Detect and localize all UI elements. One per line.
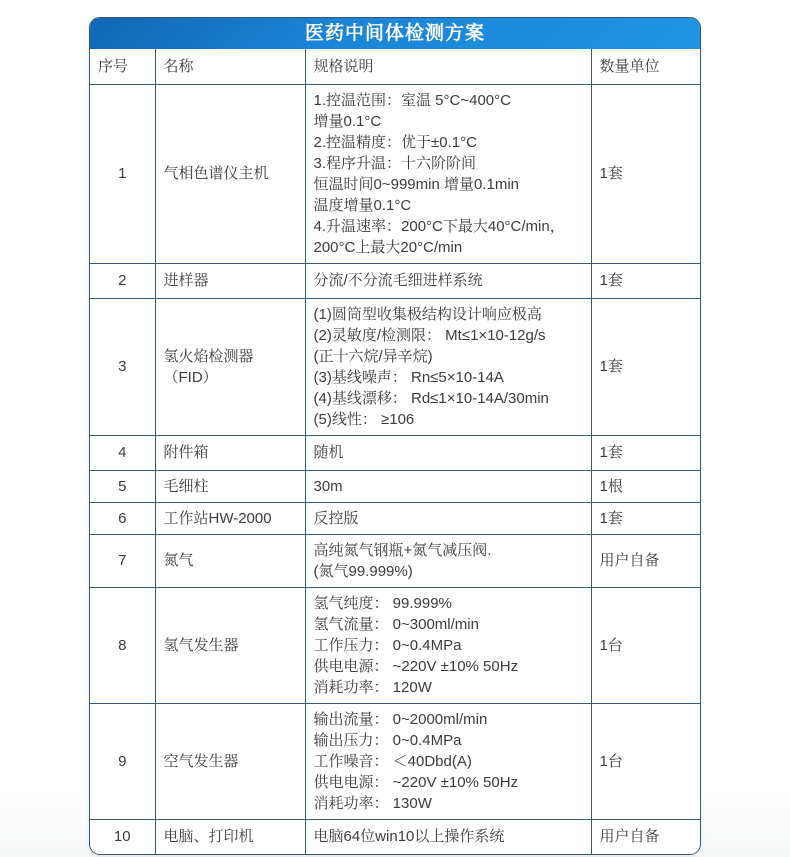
row-number-cell: 5 [90,470,155,502]
table-row [90,703,701,819]
spec-line: 工作压力： 0~0.4MPa [313,636,462,654]
spec-line: 高纯氮气钢瓶+氮气减压阀. [313,541,492,559]
spec-line: 消耗功率： 120W [313,678,432,696]
row-number-cell: 3 [90,298,155,435]
spec-line: 工作噪音： ＜40Dbd(A) [313,752,472,770]
spec-line: 4.升温速率：200°C下最大40°C/min， [313,217,565,235]
table-row [90,534,701,587]
header-name: 名称 [155,49,305,84]
row-number-cell: 9 [90,703,155,819]
spec-line: (2)灵敏度/检测限： Mt≤1×10-12g/s [313,326,546,344]
spec-line: 供电电源： ~220V ±10% 50Hz [313,773,519,791]
table-row [90,587,701,703]
row-number-cell: 8 [90,587,155,703]
spec-line: (4)基线漂移： Rd≤1×10-14A/30min [313,389,549,407]
spec-line: (3)基线噪声： Rn≤5×10-14A [313,368,504,386]
row-number-cell: 4 [90,435,155,470]
spec-line: 2.控温精度：优于±0.1°C [313,133,477,151]
spec-line: (5)线性： ≥106 [313,410,415,428]
table-row [90,435,701,470]
spec-line: (氮气99.999%) [313,562,413,580]
title-banner [90,18,700,49]
page-title: 医药中间体检测方案 [304,23,485,44]
spec-line: 反控版 [313,509,359,527]
spec-cell [305,819,591,854]
table-header-row [90,49,701,84]
spec-line: 3.程序升温：十六阶阶间 [313,154,477,172]
qty-cell: 用户自备 [591,534,701,587]
spec-line: 氢气流量： 0~300ml/min [313,615,479,633]
spec-line: (正十六烷/异辛烷) [313,347,433,365]
qty-cell: 1套 [591,298,701,435]
spec-cell [305,502,591,534]
qty-cell: 1套 [591,263,701,298]
table-row [90,263,701,298]
header-no: 序号 [90,49,155,84]
spec-cell [305,534,591,587]
item-name-cell: 工作站HW-2000 [155,502,305,534]
table-row [90,298,701,435]
table-row [90,470,701,502]
header-spec: 规格说明 [305,49,591,84]
item-name-cell: 氢火焰检测器（FID） [155,298,305,435]
spec-cell [305,84,591,263]
spec-cell [305,435,591,470]
qty-cell: 1台 [591,703,701,819]
spec-line: 增量0.1°C [313,112,382,130]
spec-line: 输出流量： 0~2000ml/min [313,710,488,728]
row-number-cell: 10 [90,819,155,854]
spec-line: 温度增量0.1°C [313,196,412,214]
spec-line: 30m [313,477,343,495]
row-number-cell: 1 [90,84,155,263]
item-name-cell: 毛细柱 [155,470,305,502]
table-row [90,819,701,854]
spec-line: 随机 [313,444,344,461]
spec-cell [305,587,591,703]
spec-table [90,49,701,854]
header-qty: 数量单位 [591,49,701,84]
item-name-cell: 氢气发生器 [155,587,305,703]
spec-line: 1.控温范围：室温 5°C~400°C [313,91,511,109]
spec-line: 消耗功率： 130W [313,794,432,812]
item-name-cell: 进样器 [155,263,305,298]
spec-line: 氢气纯度： 99.999% [313,594,452,612]
spec-line: 输出压力： 0~0.4MPa [313,731,462,749]
qty-cell: 用户自备 [591,819,701,854]
item-name-cell: 附件箱 [155,435,305,470]
spec-line: 供电电源： ~220V ±10% 50Hz [313,657,519,675]
spec-line: 分流/不分流毛细进样系统 [313,272,483,289]
qty-cell: 1根 [591,470,701,502]
spec-sheet-card [89,17,701,855]
spec-line: 电脑64位win10以上操作系统 [313,828,505,846]
row-number-cell: 7 [90,534,155,587]
item-name-cell: 电脑、打印机 [155,819,305,854]
spec-line: 恒温时间0~999min 增量0.1min [313,175,519,193]
spec-line: (1)圆筒型收集极结构设计响应极高 [313,305,542,323]
table-row [90,502,701,534]
spec-cell [305,470,591,502]
row-number-cell: 2 [90,263,155,298]
qty-cell: 1套 [591,84,701,263]
item-name-cell: 氮气 [155,534,305,587]
table-row [90,84,701,263]
spec-cell [305,298,591,435]
qty-cell: 1套 [591,435,701,470]
qty-cell: 1台 [591,587,701,703]
item-name-cell: 气相色谱仪主机 [155,84,305,263]
spec-line: 200°C上最大20°C/min [313,238,463,256]
spec-cell [305,263,591,298]
item-name-cell: 空气发生器 [155,703,305,819]
spec-cell [305,703,591,819]
row-number-cell: 6 [90,502,155,534]
qty-cell: 1套 [591,502,701,534]
